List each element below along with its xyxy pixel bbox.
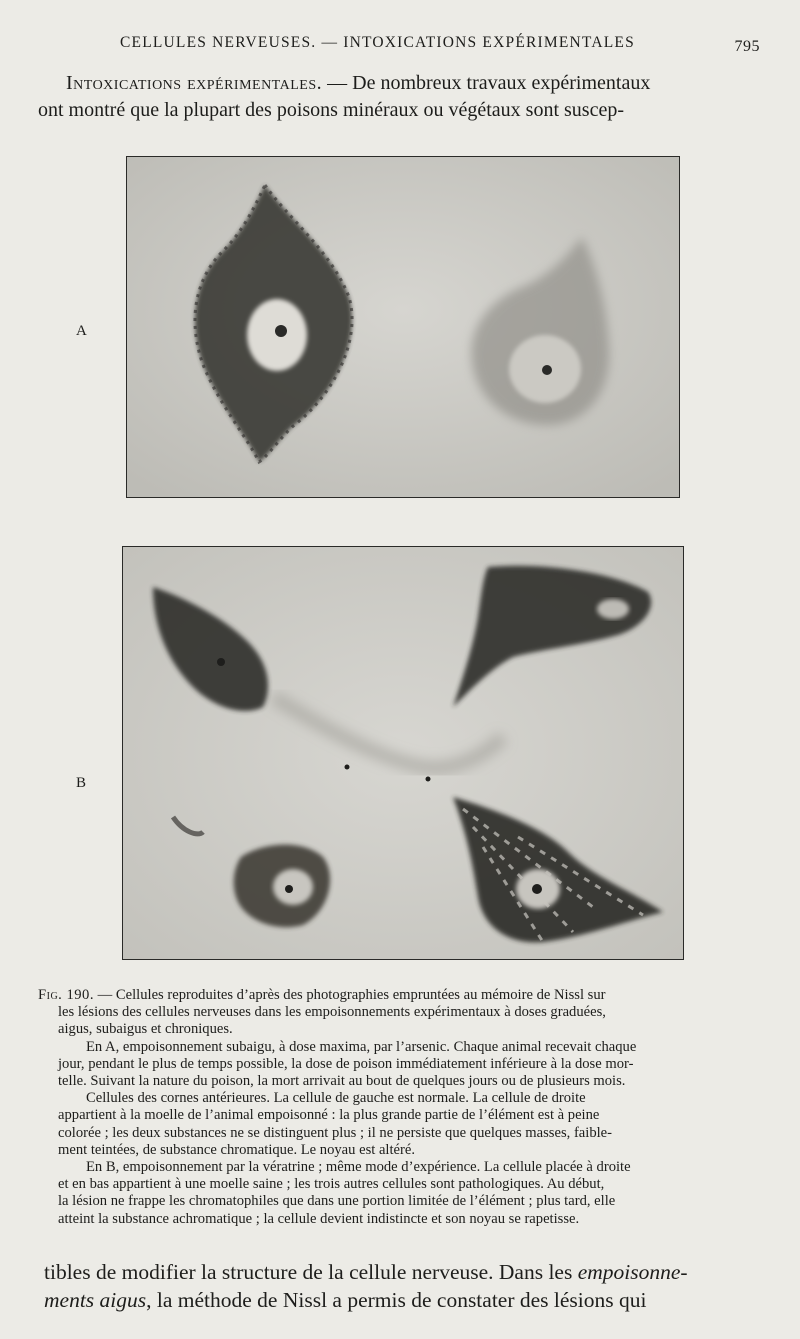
section-heading: Intoxications expérimentales. bbox=[66, 72, 323, 94]
running-head-title: CELLULES NERVEUSES. — INTOXICATIONS EXPÉRIMENTALES bbox=[120, 34, 635, 51]
caption-line: aigus, subaigus et chroniques. bbox=[58, 1021, 233, 1038]
intro-line-2: ont montré que la plupart des poisons minéraux ou végétaux sont suscep- bbox=[38, 99, 624, 121]
body-line-1-italic: empoisonne- bbox=[577, 1260, 688, 1284]
plate-label-b: B bbox=[76, 775, 87, 791]
caption-line: les lésions des cellules nerveuses dans les empoisonnements expérimentaux à doses graduées, bbox=[58, 1004, 606, 1021]
body-line-1-start: tibles de modifier la structure de la cellule nerveuse. Dans les bbox=[44, 1260, 578, 1284]
caption-line: Cellules des cornes antérieures. La cellule de gauche est normale. La cellule de droite bbox=[86, 1090, 586, 1107]
body-paragraph-continued bbox=[38, 1258, 762, 1314]
caption-line: En B, empoisonnement par la vératrine ; même mode d’expérience. La cellule placée à droite bbox=[86, 1159, 631, 1176]
intro-line-1 bbox=[38, 70, 762, 97]
figure-plate-b bbox=[122, 546, 684, 960]
figure-caption bbox=[38, 987, 762, 1228]
caption-line: atteint la substance achromatique ; la cellule devient indistincte et son noyau se rapetisse. bbox=[58, 1210, 580, 1227]
intro-line-1-rest: — De nombreux travaux expérimentaux bbox=[322, 72, 651, 94]
body-line-1 bbox=[38, 1258, 762, 1286]
caption-line: jour, pendant le plus de temps possible, la dose de poison immédiatement inférieure à la dose mor- bbox=[58, 1055, 634, 1072]
caption-para-4 bbox=[38, 1159, 762, 1228]
caption-line: la lésion ne frappe les chromatophiles que dans une portion limitée de l’élément ; plus tard, elle bbox=[58, 1193, 616, 1210]
caption-line: ment teintées, de substance chromatique. Le noyau est altéré. bbox=[58, 1141, 416, 1158]
plate-b-photograph bbox=[123, 547, 683, 959]
intro-paragraph bbox=[38, 70, 762, 124]
caption-para-2 bbox=[38, 1039, 762, 1091]
body-line-2 bbox=[38, 1286, 762, 1314]
figure-plate-a bbox=[126, 156, 680, 498]
plate-label-a: A bbox=[76, 323, 87, 339]
caption-para-3 bbox=[38, 1090, 762, 1159]
body-line-2-italic: ments aigus bbox=[44, 1288, 147, 1312]
body-line-2-rest: , la méthode de Nissl a permis de constater des lésions qui bbox=[146, 1288, 647, 1312]
figure-number: Fig. 190. bbox=[38, 987, 95, 1003]
caption-line: colorée ; les deux substances ne se distinguent plus ; il ne persiste que quelques masses, faible- bbox=[58, 1124, 613, 1141]
caption-para-1 bbox=[38, 987, 762, 1039]
caption-line: appartient à la moelle de l’animal empoisonné : la plus grande partie de l’élément est à peine bbox=[58, 1107, 600, 1124]
plate-a-photograph bbox=[127, 157, 679, 497]
caption-line: — Cellules reproduites d’après des photographies empruntées au mémoire de Nissl sur bbox=[94, 987, 606, 1003]
caption-line: telle. Suivant la nature du poison, la mort arrivait au bout de quelques jours ou de plusieurs mois. bbox=[58, 1073, 626, 1090]
page-number: 795 bbox=[734, 38, 760, 55]
caption-line: En A, empoisonnement subaigu, à dose maxima, par l’arsenic. Chaque animal recevait chaque bbox=[86, 1038, 637, 1055]
caption-line: et en bas appartient à une moelle saine ; les trois autres cellules sont pathologiques. Au début, bbox=[58, 1176, 605, 1193]
running-head bbox=[120, 34, 760, 58]
